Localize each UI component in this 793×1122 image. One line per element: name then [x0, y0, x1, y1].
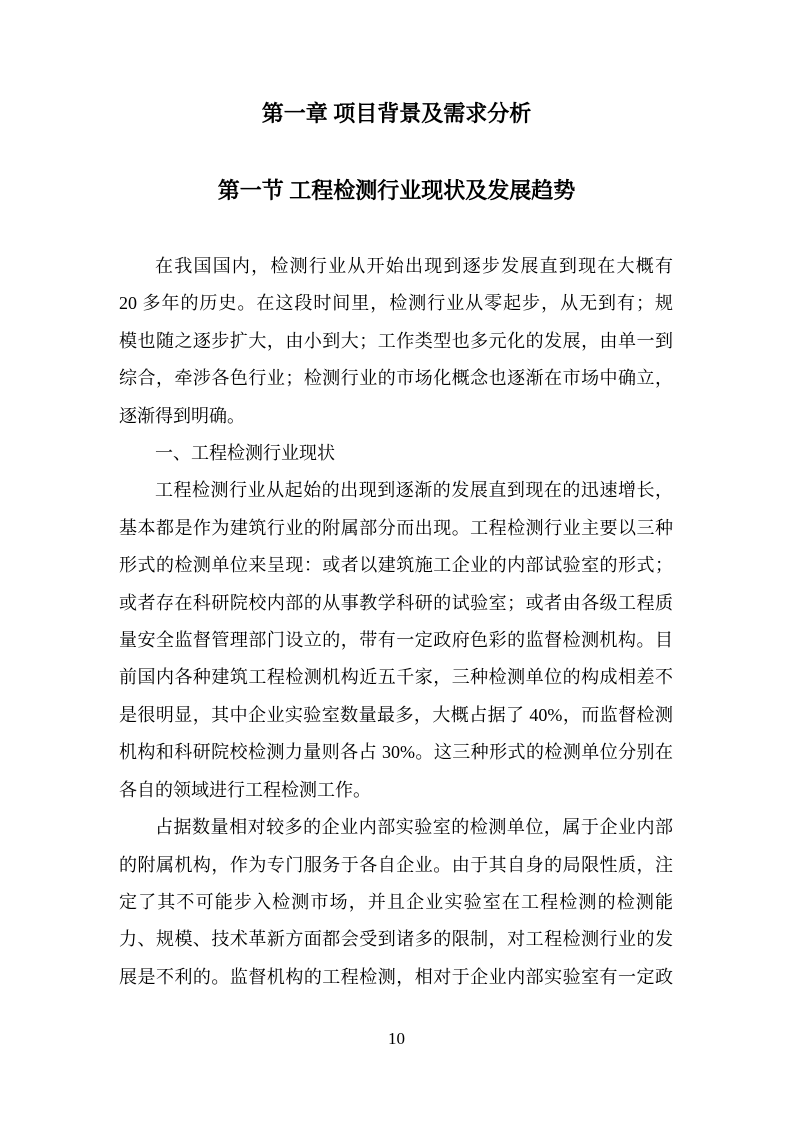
text-line: 在我国国内，检测行业从开始出现到逐步发展直到现在大概有: [155, 256, 673, 276]
text-line: 20 多年的历史。在这段时间里，检测行业从零起步，从无到有；规: [119, 293, 673, 314]
subsection-heading: 一、工程检测行业现状: [155, 443, 335, 464]
text-line: 是很明显，其中企业实验室数量最多，大概占据了 40%，而监督检测: [119, 704, 673, 725]
text-line: 形式的检测单位来呈现：或者以建筑施工企业的内部试验室的形式；: [119, 555, 673, 576]
text-line: 前国内各种建筑工程检测机构近五千家，三种检测单位的构成相差不: [119, 667, 673, 688]
text-line: 占据数量相对较多的企业内部实验室的检测单位，属于企业内部: [155, 817, 673, 838]
text-line: 的附属机构，作为专门服务于各自企业。由于其自身的局限性质，注: [119, 854, 673, 875]
text-line: 模也随之逐步扩大，由小到大；工作类型也多元化的发展，由单一到: [119, 330, 673, 351]
text-line: 或者存在科研院校内部的从事教学科研的试验室；或者由各级工程质: [119, 592, 673, 613]
text-line: 逐渐得到明确。: [119, 405, 245, 426]
text-line: 定了其不可能步入检测市场，并且企业实验室在工程检测的检测能: [119, 891, 673, 912]
text-line: 量安全监督管理部门设立的，带有一定政府色彩的监督检测机构。目: [119, 630, 673, 651]
section-title: 第一节 工程检测行业现状及发展趋势: [217, 178, 576, 203]
text-line: 展是不利的。监督机构的工程检测，相对于企业内部实验室有一定政: [119, 966, 673, 987]
text-line: 机构和科研院校检测力量则各占 30%。这三种形式的检测单位分别在: [119, 742, 673, 763]
page-number: 10: [388, 1029, 405, 1048]
text-line: 力、规模、技术革新方面都会受到诸多的限制，对工程检测行业的发: [119, 929, 673, 950]
chapter-title: 第一章 项目背景及需求分析: [261, 101, 532, 126]
text-line: 工程检测行业从起始的出现到逐渐的发展直到现在的迅速增长，: [155, 480, 673, 501]
text-line: 各自的领域进行工程检测工作。: [119, 779, 371, 800]
text-line: 综合，牵涉各色行业；检测行业的市场化概念也逐渐在市场中确立，: [119, 368, 673, 389]
text-line: 基本都是作为建筑行业的附属部分而出现。工程检测行业主要以三种: [119, 517, 673, 538]
document-body: [119, 248, 673, 996]
